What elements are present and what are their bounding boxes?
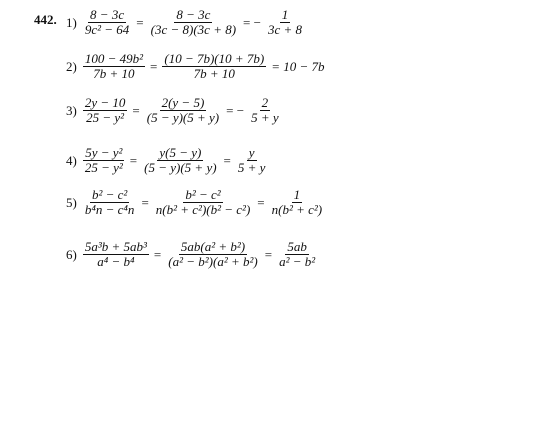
denominator: 9c² − 64 [84, 22, 130, 37]
fraction [236, 146, 268, 175]
fraction [249, 96, 281, 125]
numerator: b² − c² [91, 187, 128, 202]
denominator: n(b² + c²)(b² − c²) [155, 202, 251, 217]
numerator: 5ab(a² + b²) [180, 239, 246, 254]
problem-number: 442. [34, 12, 57, 27]
denominator: n(b² + c²) [271, 202, 323, 217]
fraction [83, 52, 145, 81]
numerator: 2(y − 5) [161, 95, 205, 110]
denominator: 25 − y² [84, 160, 123, 175]
numerator: 2y − 10 [84, 95, 126, 110]
item-label: 2) [66, 58, 77, 74]
equals-sign: = − [243, 14, 261, 30]
fraction [162, 52, 266, 81]
denominator: 7b + 10 [193, 66, 235, 81]
item-label: 1) [66, 14, 77, 30]
fraction [83, 8, 131, 37]
numerator: y [248, 145, 255, 160]
denominator: a² − b² [279, 254, 316, 269]
equation-row-3 [66, 96, 283, 125]
fraction [142, 146, 218, 175]
denominator: (5 − y)(5 + y) [144, 160, 217, 175]
fraction [83, 188, 137, 217]
item-label: 5) [66, 194, 77, 210]
denominator: 5 + y [251, 110, 279, 125]
numerator: 8 − 3c [176, 7, 211, 22]
equals-sign: = [129, 152, 138, 168]
denominator: (a² − b²)(a² + b²) [168, 254, 258, 269]
numerator: 1 [281, 7, 289, 22]
item-label: 6) [66, 246, 77, 262]
numerator: 5y − y² [85, 145, 123, 160]
equals-sign: = − [226, 102, 245, 118]
numerator: (10 − 7b)(10 + 7b) [164, 51, 265, 66]
fraction [277, 240, 317, 269]
denominator: (3c − 8)(3c + 8) [150, 22, 237, 37]
equals-sign: = [223, 152, 231, 168]
fraction [270, 188, 325, 217]
fraction [166, 240, 259, 269]
denominator: 25 − y² [86, 110, 125, 125]
numerator: y(5 − y) [159, 145, 202, 160]
numerator: 5a³b + 5ab³ [84, 239, 147, 254]
denominator: b⁴n − c⁴n [84, 202, 135, 217]
denominator: (5 − y)(5 + y) [146, 110, 220, 125]
equals-sign: = [153, 246, 162, 262]
numerator: 100 − 49b² [84, 51, 144, 66]
numerator: 5ab [287, 239, 307, 254]
fraction [154, 188, 253, 217]
equation-row-5 [66, 188, 326, 217]
fraction [83, 240, 149, 269]
fraction [83, 146, 125, 175]
equals-sign: = [141, 194, 149, 210]
numerator: b² − c² [185, 187, 221, 202]
denominator: 3c + 8 [267, 22, 303, 37]
denominator: 7b + 10 [93, 66, 135, 81]
fraction [149, 8, 238, 37]
numerator: 2 [261, 95, 269, 110]
numerator: 8 − 3c [90, 7, 125, 22]
result-expression: = 10 − 7b [271, 58, 325, 74]
denominator: a⁴ − b⁴ [97, 254, 135, 269]
equals-sign: = [132, 102, 140, 118]
fraction [83, 96, 128, 125]
equation-row-6 [66, 240, 319, 269]
equation-row-2 [66, 52, 328, 81]
equals-sign: = [257, 194, 265, 210]
item-label: 3) [66, 102, 77, 118]
equation-row-4 [66, 146, 269, 175]
fraction [266, 8, 304, 37]
equals-sign: = [136, 14, 144, 30]
fraction [145, 96, 221, 125]
numerator: 1 [293, 187, 301, 202]
item-label: 4) [66, 152, 77, 168]
equation-row-1 [66, 8, 306, 37]
equals-sign: = [264, 246, 273, 262]
equals-sign: = [150, 58, 158, 74]
denominator: 5 + y [237, 160, 266, 175]
